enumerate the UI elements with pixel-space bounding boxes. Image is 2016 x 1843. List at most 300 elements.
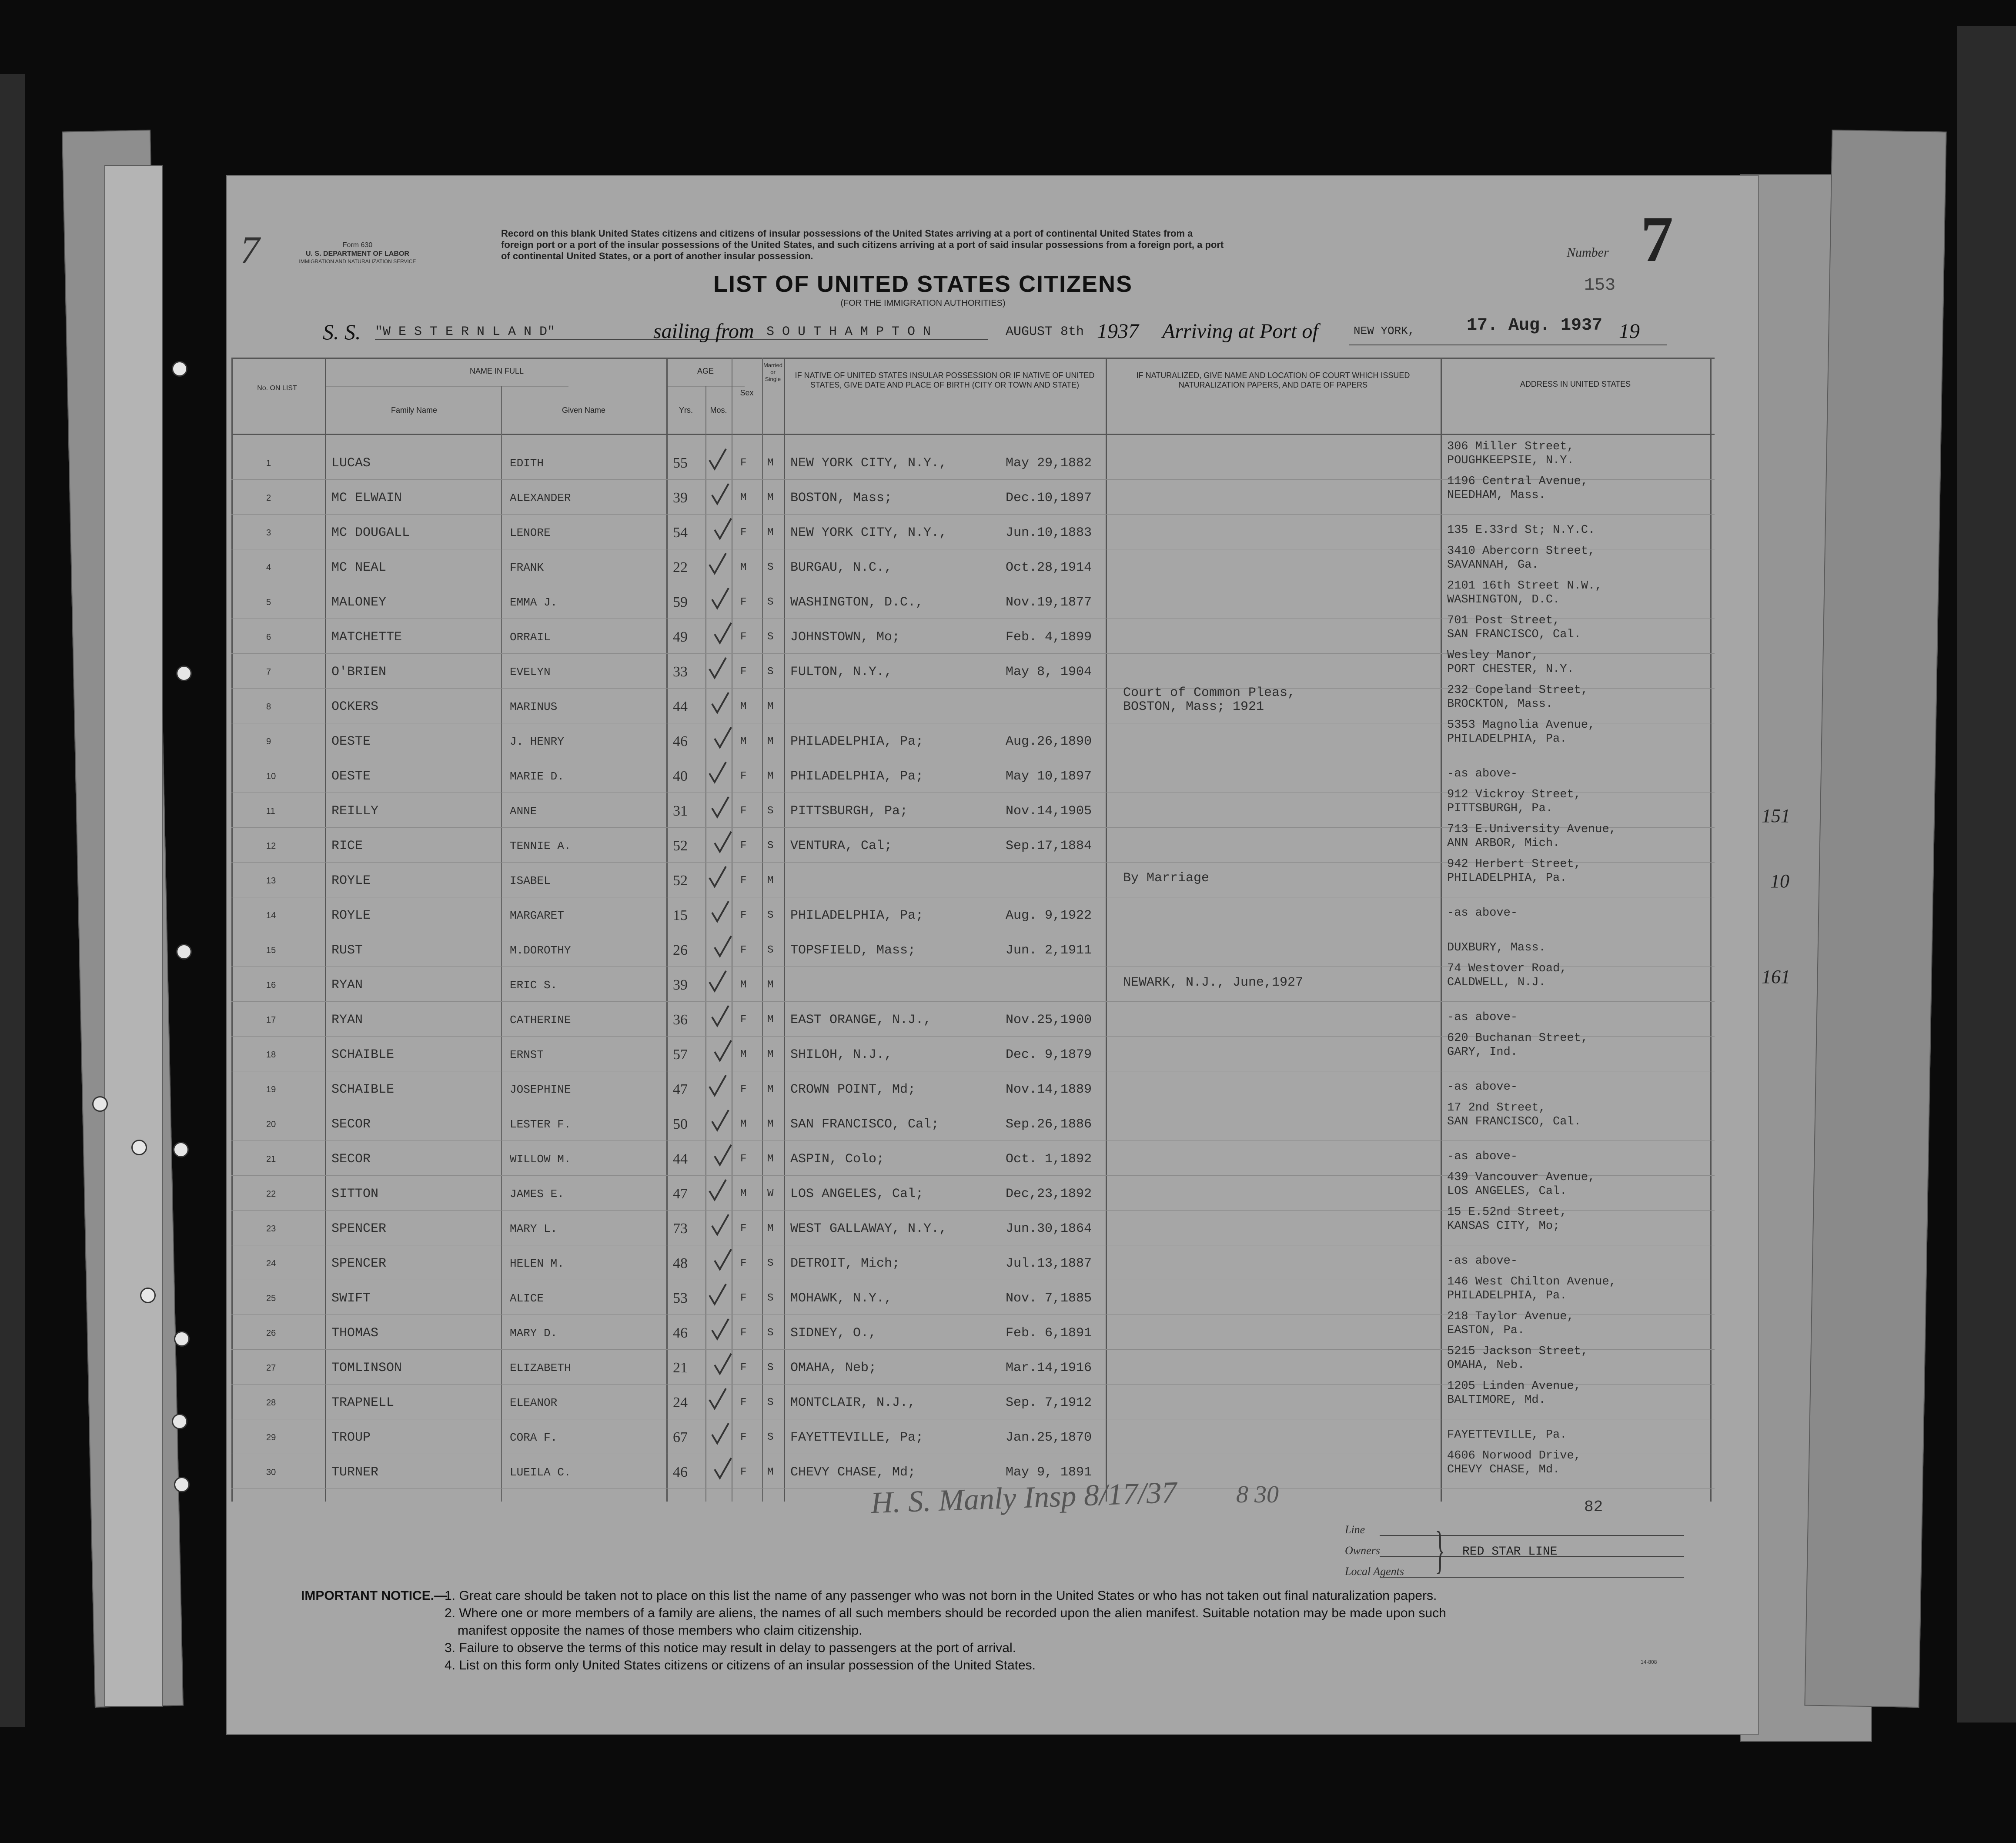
address-line-2: PHILADELPHIA, Pa. <box>1447 1289 1567 1302</box>
age-years: 36 <box>673 1012 688 1028</box>
family-name: MATCHETTE <box>331 630 402 645</box>
birth-date: Feb. 6,1891 <box>1006 1326 1092 1341</box>
marital-status: S <box>767 631 774 643</box>
given-name: JAMES E. <box>510 1187 564 1201</box>
naturalization-info: By Marriage <box>1123 871 1210 886</box>
check-mark-icon <box>708 969 728 993</box>
address-line-2: -as above- <box>1447 1150 1518 1163</box>
family-name: ROYLE <box>331 908 371 923</box>
family-name: LUCAS <box>331 456 371 471</box>
ss-label: S. S. <box>323 320 361 344</box>
punch-hole <box>172 361 187 377</box>
check-mark-icon <box>713 1039 733 1063</box>
address-line-2: 135 E.33rd St; N.Y.C. <box>1447 524 1595 537</box>
punch-hole <box>174 1477 190 1492</box>
birth-date: Sep. 7,1912 <box>1006 1395 1092 1410</box>
check-mark-icon <box>710 900 730 924</box>
given-name: WILLOW M. <box>510 1153 571 1166</box>
birth-date: May 10,1897 <box>1006 769 1092 784</box>
family-name: OCKERS <box>331 699 379 714</box>
naturalization-info: BOSTON, Mass; 1921 <box>1123 699 1264 714</box>
address-line-2: SAN FRANCISCO, Cal. <box>1447 628 1581 641</box>
printer-code: 14-808 <box>1641 1659 1657 1665</box>
family-name: SCHAIBLE <box>331 1082 395 1097</box>
address-line-2: WASHINGTON, D.C. <box>1447 593 1560 606</box>
age-years: 53 <box>673 1290 688 1306</box>
sex: M <box>740 979 747 991</box>
side-note: 151 <box>1762 805 1790 826</box>
number-value: 7 <box>1641 203 1673 275</box>
birth-date: Nov.14,1905 <box>1006 804 1092 819</box>
birth-date: Nov.19,1877 <box>1006 595 1092 610</box>
family-name: MC DOUGALL <box>331 525 410 540</box>
birth-place: PHILADELPHIA, Pa; <box>790 769 924 784</box>
family-name: MALONEY <box>331 595 387 610</box>
row-number: 30 <box>266 1468 276 1477</box>
address-line-2: -as above- <box>1447 1011 1518 1024</box>
row-number: 21 <box>266 1154 276 1164</box>
birth-date: Jul.13,1887 <box>1006 1256 1092 1271</box>
punch-hole <box>176 944 192 960</box>
birth-date: May 9, 1891 <box>1006 1465 1092 1480</box>
address-line-1: 439 Vancouver Avenue, <box>1447 1171 1595 1184</box>
sex: F <box>740 1292 747 1304</box>
notice-item: manifest opposite the names of those members who claim citizenship. <box>458 1623 863 1638</box>
birth-place: NEW YORK CITY, N.Y., <box>790 525 947 540</box>
header-mos: Mos. <box>710 406 727 415</box>
header-bottom <box>231 434 1715 435</box>
family-name: SPENCER <box>331 1221 387 1236</box>
age-years: 52 <box>673 838 688 854</box>
sex: F <box>740 1397 747 1408</box>
check-mark-icon <box>710 1317 730 1341</box>
sailing-port: S O U T H A M P T O N <box>766 324 988 340</box>
sex: F <box>740 527 747 539</box>
given-name: LESTER F. <box>510 1118 571 1131</box>
check-mark-icon <box>710 586 730 611</box>
sex: M <box>740 736 747 747</box>
header-naturalized: IF NATURALIZED, GIVE NAME AND LOCATION OF COURT WHICH ISSUED NATURALIZATION PAPERS, AND DATE OF PAPERS <box>1136 371 1410 389</box>
age-years: 49 <box>673 629 688 645</box>
age-years: 31 <box>673 803 688 819</box>
birth-place: WASHINGTON, D.C., <box>790 595 924 610</box>
age-years: 46 <box>673 733 688 749</box>
birth-place: PITTSBURGH, Pa; <box>790 804 908 819</box>
brace: } <box>1435 1521 1445 1579</box>
check-mark-icon <box>713 1248 733 1272</box>
family-name: RYAN <box>331 1013 363 1027</box>
row-number: 15 <box>266 946 276 955</box>
punch-hole <box>131 1140 147 1155</box>
given-name: LENORE <box>510 526 551 539</box>
given-name: MARIE D. <box>510 770 564 783</box>
year-label: 19 <box>1619 320 1640 343</box>
birth-date: Oct. 1,1892 <box>1006 1152 1092 1167</box>
sex: M <box>740 562 747 573</box>
age-years: 54 <box>673 525 688 541</box>
address-line-2: SAVANNAH, Ga. <box>1447 559 1539 572</box>
age-years: 57 <box>673 1047 688 1063</box>
table-row <box>231 649 1715 687</box>
family-name: RYAN <box>331 978 363 993</box>
birth-date: Dec. 9,1879 <box>1006 1047 1092 1062</box>
address-line-2: EASTON, Pa. <box>1447 1324 1525 1337</box>
given-name: ISABEL <box>510 874 551 887</box>
table-row <box>231 858 1715 896</box>
agents-underline <box>1380 1577 1684 1578</box>
arriving-label: Arriving at Port of <box>1162 320 1318 343</box>
sex: M <box>740 1118 747 1130</box>
birth-place: MOHAWK, N.Y., <box>790 1291 893 1306</box>
passenger-table <box>231 358 1715 1502</box>
address-line-2: -as above- <box>1447 1080 1518 1094</box>
table-row <box>231 579 1715 618</box>
birth-date: Mar.14,1916 <box>1006 1361 1092 1375</box>
row-number: 27 <box>266 1363 276 1373</box>
birth-place: BOSTON, Mass; <box>790 491 893 505</box>
address-line-1: 74 Westover Road, <box>1447 962 1567 975</box>
address-line-1: 5353 Magnolia Avenue, <box>1447 719 1595 732</box>
marital-status: M <box>767 979 774 991</box>
birth-place: OMAHA, Neb; <box>790 1361 877 1375</box>
form-number: Form 630 <box>342 241 373 249</box>
given-name: ALICE <box>510 1292 544 1305</box>
naturalization-info: Court of Common Pleas, <box>1123 686 1296 700</box>
marital-status: S <box>767 596 774 608</box>
check-mark-icon <box>708 447 728 472</box>
marital-status: S <box>767 1362 774 1374</box>
address-line-2: PHILADELPHIA, Pa. <box>1447 733 1567 746</box>
given-name: MARGARET <box>510 909 564 922</box>
marital-status: M <box>767 701 774 712</box>
age-years: 67 <box>673 1429 688 1445</box>
age-years: 59 <box>673 594 688 610</box>
row-number: 3 <box>266 528 271 538</box>
header-address: ADDRESS IN UNITED STATES <box>1520 380 1631 388</box>
sex: F <box>740 1223 747 1234</box>
address-line-2: PORT CHESTER, N.Y. <box>1447 663 1574 676</box>
number-label: Number <box>1567 245 1609 260</box>
sailing-year: 1937 <box>1097 320 1139 343</box>
given-name: FRANK <box>510 561 544 574</box>
instruction-line: of continental United States, or a port of another insular possession. <box>501 251 813 261</box>
owners-label: Owners <box>1345 1544 1380 1557</box>
inspector-signature: H. S. Manly Insp 8/17/37 <box>870 1475 1177 1520</box>
age-years: 39 <box>673 977 688 993</box>
check-mark-icon <box>708 1074 728 1098</box>
birth-date: Sep.17,1884 <box>1006 839 1092 853</box>
instruction-line: foreign port or a port of the insular possessions of the United States, and such citizens arriving at a port of said insular possessions from a foreign port, a port <box>501 239 1224 250</box>
family-name: MC ELWAIN <box>331 491 402 505</box>
address-line-2: NEEDHAM, Mass. <box>1447 489 1546 502</box>
marital-status: S <box>767 562 774 573</box>
given-name: CATHERINE <box>510 1013 571 1027</box>
row-number: 16 <box>266 980 276 990</box>
row-number: 18 <box>266 1050 276 1060</box>
header-family-name: Family Name <box>391 406 437 415</box>
given-name: ERNST <box>510 1048 544 1061</box>
birth-place: VENTURA, Cal; <box>790 839 893 853</box>
header-no: No. ON LIST <box>257 385 297 392</box>
marital-status: M <box>767 1223 774 1234</box>
sex: F <box>740 805 747 817</box>
sex: M <box>740 492 747 504</box>
check-mark-icon <box>708 1178 728 1202</box>
family-name: SPENCER <box>331 1256 387 1271</box>
sex: M <box>740 1188 747 1200</box>
arrival-port: NEW YORK, <box>1354 324 1415 338</box>
age-years: 48 <box>673 1255 688 1271</box>
sex: F <box>740 1432 747 1443</box>
table-row <box>231 1071 1715 1105</box>
sex: M <box>740 1049 747 1060</box>
marital-status: M <box>767 736 774 747</box>
header-birth: IF NATIVE OF UNITED STATES INSULAR POSSESSION OR IF NATIVE OF UNITED STATES, GIVE DATE AND PLACE OF BIRTH (CITY OR TOWN AND STATE) <box>795 371 1095 389</box>
family-name: SWIFT <box>331 1291 371 1306</box>
header-sex: Sex <box>740 388 754 397</box>
punch-hole <box>92 1096 108 1112</box>
sailing-date: AUGUST 8th <box>1006 324 1084 339</box>
check-mark-icon <box>713 1143 733 1167</box>
table-row <box>231 1032 1715 1070</box>
sex: F <box>740 666 747 678</box>
age-years: 73 <box>673 1221 688 1237</box>
row-number: 7 <box>266 667 271 677</box>
table-row <box>231 475 1715 513</box>
check-mark-icon <box>708 552 728 576</box>
check-mark-icon <box>710 1213 730 1237</box>
given-name: J. HENRY <box>510 735 564 748</box>
margin-mark: 7 <box>240 229 260 272</box>
check-mark-icon <box>710 1004 730 1028</box>
table-row <box>231 1345 1715 1383</box>
marital-status: S <box>767 1432 774 1443</box>
birth-date: Aug.26,1890 <box>1006 734 1092 749</box>
age-years: 55 <box>673 455 688 471</box>
birth-place: SAN FRANCISCO, Cal; <box>790 1117 939 1132</box>
age-years: 46 <box>673 1464 688 1480</box>
address-line-2: BROCKTON, Mass. <box>1447 698 1553 711</box>
birth-place: FAYETTEVILLE, Pa; <box>790 1430 924 1445</box>
table-row <box>231 962 1715 1000</box>
marital-status: S <box>767 1327 774 1339</box>
family-name: SECOR <box>331 1117 371 1132</box>
address-line-2: BALTIMORE, Md. <box>1447 1394 1546 1407</box>
service: IMMIGRATION AND NATURALIZATION SERVICE <box>299 258 416 264</box>
notice-item: 3. Failure to observe the terms of this notice may result in delay to passengers at the port of arrival. <box>445 1641 1016 1655</box>
address-line-1: 17 2nd Street, <box>1447 1101 1546 1114</box>
page-count: 82 <box>1584 1498 1603 1516</box>
family-name: ROYLE <box>331 873 371 888</box>
address-line-1: 4606 Norwood Drive, <box>1447 1449 1581 1462</box>
row-number: 25 <box>266 1294 276 1303</box>
check-mark-icon <box>713 726 733 750</box>
row-number: 13 <box>266 876 276 886</box>
birth-place: JOHNSTOWN, Mo; <box>790 630 900 645</box>
sex: F <box>740 1327 747 1339</box>
punch-hole <box>173 1142 189 1157</box>
check-mark-icon <box>708 656 728 680</box>
birth-place: FULTON, N.Y., <box>790 665 893 679</box>
given-name: MARY L. <box>510 1222 558 1235</box>
check-mark-icon <box>710 691 730 715</box>
given-name: ELEANOR <box>510 1396 558 1409</box>
check-mark-icon <box>713 830 733 854</box>
given-name: TENNIE A. <box>510 840 571 853</box>
check-mark-icon <box>710 482 730 506</box>
given-name: EVELYN <box>510 666 551 679</box>
stamp-number: 153 <box>1584 276 1616 295</box>
check-mark-icon <box>713 621 733 646</box>
department: U. S. DEPARTMENT OF LABOR <box>306 250 409 258</box>
marital-status: S <box>767 805 774 817</box>
address-line-2: FAYETTEVILLE, Pa. <box>1447 1428 1567 1442</box>
birth-date: Nov.14,1889 <box>1006 1082 1092 1097</box>
header-yrs: Yrs. <box>679 406 693 415</box>
marital-status: W <box>767 1188 774 1200</box>
notice-item: 2. Where one or more members of a family are aliens, the names of all such members should be recorded upon the alien manifest. Suitable notation may be made upon such <box>445 1606 1446 1620</box>
address-line-2: OMAHA, Neb. <box>1447 1359 1525 1372</box>
family-name: TROUP <box>331 1430 371 1445</box>
age-years: 24 <box>673 1395 688 1411</box>
address-line-1: 912 Vickroy Street, <box>1447 788 1581 801</box>
address-line-1: 218 Taylor Avenue, <box>1447 1310 1574 1323</box>
check-mark-icon <box>708 760 728 785</box>
table-row <box>231 1275 1715 1314</box>
birth-place: PHILADELPHIA, Pa; <box>790 908 924 923</box>
family-name: RICE <box>331 839 363 853</box>
birth-place: ASPIN, Colo; <box>790 1152 885 1167</box>
row-number: 11 <box>266 806 275 816</box>
marital-status: S <box>767 944 774 956</box>
age-years: 39 <box>673 490 688 506</box>
given-name: MARY D. <box>510 1327 558 1340</box>
table-row <box>231 1171 1715 1209</box>
address-line-2: KANSAS CITY, Mo; <box>1447 1220 1560 1233</box>
row-number: 6 <box>266 632 271 642</box>
check-mark-icon <box>713 517 733 541</box>
check-mark-icon <box>710 1422 730 1446</box>
table-row <box>231 932 1715 966</box>
age-years: 50 <box>673 1116 688 1132</box>
line-underline <box>1380 1535 1684 1536</box>
birth-place: EAST ORANGE, N.J., <box>790 1013 932 1027</box>
table-row <box>231 1380 1715 1418</box>
row-number: 12 <box>266 841 276 851</box>
marital-status: S <box>767 1292 774 1304</box>
birth-place: CHEVY CHASE, Md; <box>790 1465 916 1480</box>
address-line-1: 701 Post Street, <box>1447 614 1560 627</box>
birth-place: SHILOH, N.J., <box>790 1047 893 1062</box>
family-name: SITTON <box>331 1187 379 1201</box>
family-name: TOMLINSON <box>331 1361 402 1375</box>
given-name: LUEILA C. <box>510 1466 571 1479</box>
birth-date: Jan.25,1870 <box>1006 1430 1092 1445</box>
sex: F <box>740 910 747 921</box>
underlying-page-strip <box>104 165 163 1707</box>
birth-date: Aug. 9,1922 <box>1006 908 1092 923</box>
check-mark-icon <box>713 1456 733 1481</box>
birth-place: MONTCLAIR, N.J., <box>790 1395 916 1410</box>
check-mark-icon <box>713 934 733 959</box>
address-line-2: CALDWELL, N.J. <box>1447 976 1546 989</box>
instruction-line: Record on this blank United States citizens and citizens of insular possessions of the United States arriving at a port of continental United States from a <box>501 228 1193 239</box>
family-name: OESTE <box>331 769 371 784</box>
address-line-2: SAN FRANCISCO, Cal. <box>1447 1115 1581 1128</box>
address-line-1: 5215 Jackson Street, <box>1447 1345 1588 1358</box>
given-name: EDITH <box>510 457 544 470</box>
marital-status: M <box>767 1466 774 1478</box>
marital-status: M <box>767 457 774 469</box>
given-name: HELEN M. <box>510 1257 564 1270</box>
marital-status: M <box>767 1084 774 1095</box>
marital-status: S <box>767 1258 774 1269</box>
age-years: 40 <box>673 768 688 784</box>
sex: F <box>740 1466 747 1478</box>
family-name: SCHAIBLE <box>331 1047 395 1062</box>
family-name: THOMAS <box>331 1326 379 1341</box>
family-name: REILLY <box>331 804 379 819</box>
signature-time: 8 30 <box>1236 1481 1279 1508</box>
birth-date: Sep.26,1886 <box>1006 1117 1092 1132</box>
birth-place: LOS ANGELES, Cal; <box>790 1187 924 1201</box>
sex: M <box>740 701 747 712</box>
sex: F <box>740 840 747 852</box>
family-name: SECOR <box>331 1152 371 1167</box>
address-line-2: DUXBURY, Mass. <box>1447 941 1546 954</box>
given-name: ALEXANDER <box>510 492 571 505</box>
row-number: 17 <box>266 1015 276 1025</box>
punch-hole <box>172 1414 187 1429</box>
table-row <box>231 1101 1715 1140</box>
age-years: 44 <box>673 699 688 715</box>
address-line-1: 232 Copeland Street, <box>1447 684 1588 697</box>
row-number: 14 <box>266 911 276 920</box>
address-line-2: CHEVY CHASE, Md. <box>1447 1463 1560 1476</box>
ship-name: "W E S T E R N L A N D" <box>375 324 862 340</box>
birth-place: SIDNEY, O., <box>790 1326 877 1341</box>
table-row <box>231 545 1715 583</box>
birth-place: BURGAU, N.C., <box>790 560 893 575</box>
row-number: 26 <box>266 1328 276 1338</box>
notice-item: 1. Great care should be taken not to place on this list the name of any passenger who was not born in the United States or who has not taken out final naturalization papers. <box>445 1589 1437 1603</box>
row-number: 22 <box>266 1189 276 1199</box>
given-name: ANNE <box>510 805 537 818</box>
given-name: ERIC S. <box>510 979 558 992</box>
marital-status: S <box>767 1397 774 1408</box>
table-border <box>231 358 1715 359</box>
check-mark-icon <box>710 795 730 819</box>
marital-status: M <box>767 527 774 539</box>
header-age: AGE <box>697 367 714 375</box>
birth-place: CROWN POINT, Md; <box>790 1082 916 1097</box>
row-number: 5 <box>266 598 271 607</box>
marital-status: S <box>767 910 774 921</box>
family-name: TRAPNELL <box>331 1395 395 1410</box>
given-name: M.DOROTHY <box>510 944 571 957</box>
marital-status: M <box>767 1118 774 1130</box>
notice-title: IMPORTANT NOTICE.— <box>301 1589 448 1603</box>
row-number: 10 <box>266 772 276 781</box>
sex: F <box>740 1362 747 1374</box>
birth-place: NEW YORK CITY, N.Y., <box>790 456 947 471</box>
age-years: 33 <box>673 664 688 680</box>
birth-date: Nov. 7,1885 <box>1006 1291 1092 1306</box>
sex: F <box>740 875 747 886</box>
punch-hole <box>174 1331 190 1347</box>
sex: F <box>740 1014 747 1026</box>
table-row <box>231 1141 1715 1174</box>
